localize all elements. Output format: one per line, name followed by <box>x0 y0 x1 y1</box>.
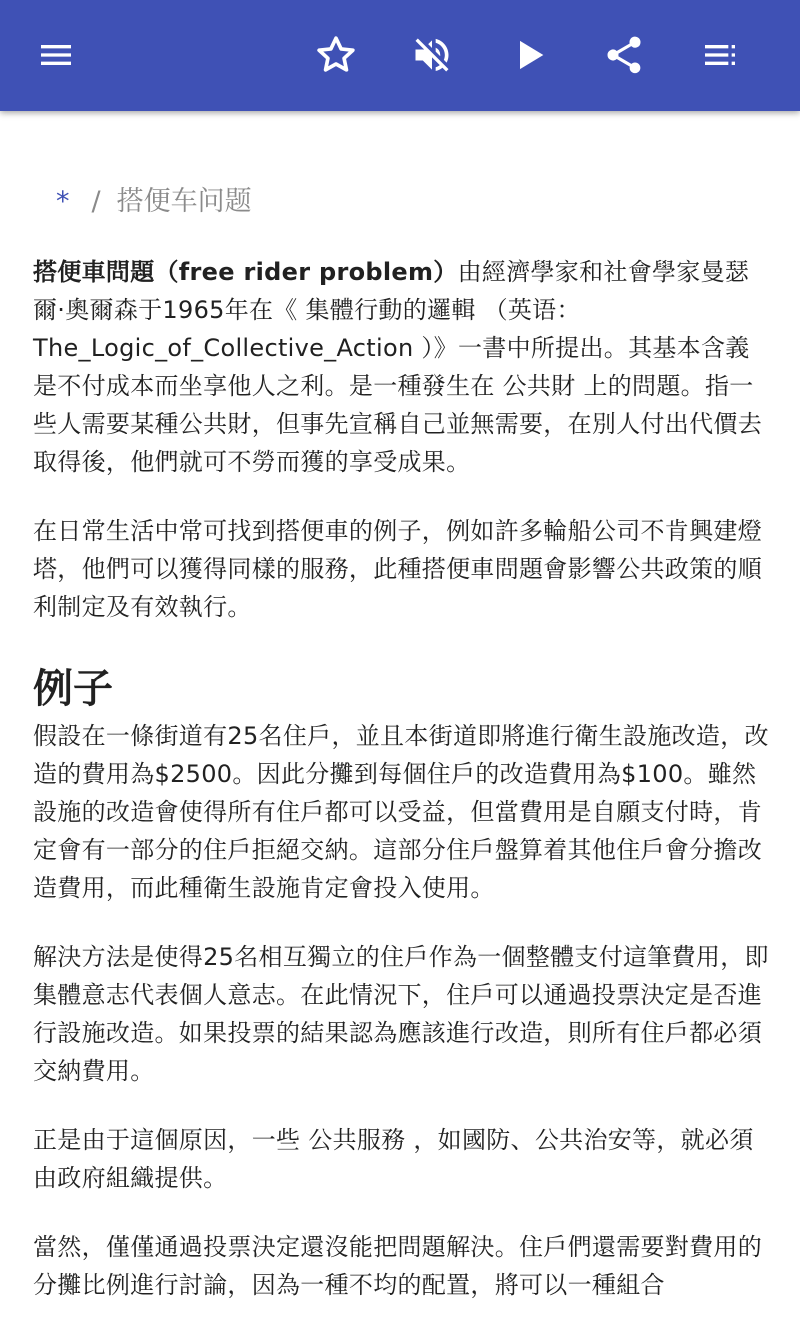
favorite-button[interactable] <box>304 23 368 87</box>
paragraph-2: 在日常生活中常可找到搭便車的例子，例如許多輪船公司不肯興建燈塔，他們可以獲得同樣的服務，此種搭便車問題會影響公共政策的順利制定及有效執行。 <box>33 517 762 621</box>
play-button[interactable] <box>498 23 562 87</box>
star-outline-icon <box>314 33 358 77</box>
article-term: 搭便車問題 <box>33 258 155 286</box>
breadcrumb-current: 搭便车问题 <box>116 186 252 217</box>
menu-icon <box>36 35 76 75</box>
share-icon <box>602 33 646 77</box>
breadcrumb-home-link[interactable]: * <box>56 186 70 217</box>
paragraph-6: 當然，僅僅通過投票決定還沒能把問題解決。住戶們還需要對費用的分攤比例進行討論，因為一種不均的配置，將可以一種組合 <box>33 1233 762 1299</box>
volume-mute-icon <box>410 33 454 77</box>
article-content <box>0 111 800 1299</box>
play-icon <box>510 35 550 75</box>
section-heading-examples: 例子 <box>33 666 113 712</box>
paragraph-4: 解決方法是使得25名相互獨立的住戶作為一個整體支付這筆費用，即集體意志代表個人意志。在此情況下，住戶可以通過投票決定是否進行設施改造。如果投票的結果認為應該進行改造，則所有住戶都必須交納費用。 <box>33 943 769 1085</box>
share-button[interactable] <box>592 23 656 87</box>
intro-text: 由經濟學家和社會學家曼瑟爾·奧爾森于1965年在《 集體行動的邏輯 （英语：The_Logic_of_Collective_Action ）》一書中所提出。其基本含義是不付成本而坐享他人之利。是一種發生在 公共財 上的問題。指一些人需要某種公共財，但事先宣稱自己並無需要，在別人付出代價去取得後，他們就可不勞而獲的享受成果。 <box>33 258 762 476</box>
paragraph-5: 正是由于這個原因，一些 公共服務 ，如國防、公共治安等，就必須由政府組織提供。 <box>33 1126 754 1192</box>
article-term-english: （free rider problem） <box>154 258 458 286</box>
app-toolbar <box>0 0 800 111</box>
playlist-icon <box>700 35 740 75</box>
intro-paragraph <box>33 253 773 481</box>
mute-button[interactable] <box>400 23 464 87</box>
paragraph-3: 假設在一條街道有25名住戶，並且本街道即將進行衛生設施改造，改造的費用為$2500。因此分攤到每個住戶的改造費用為$100。雖然設施的改造會使得所有住戶都可以受益，但當費用是自願支付時，肯定會有一部分的住戶拒絕交納。這部分住戶盤算着其他住戶會分擔改造費用，而此種衛生設施肯定會投入使用。 <box>33 722 769 902</box>
menu-button[interactable] <box>24 23 88 87</box>
contents-button[interactable] <box>688 23 752 87</box>
article-body <box>33 253 773 1335</box>
breadcrumb-separator: / <box>91 186 101 217</box>
breadcrumb <box>56 179 252 218</box>
